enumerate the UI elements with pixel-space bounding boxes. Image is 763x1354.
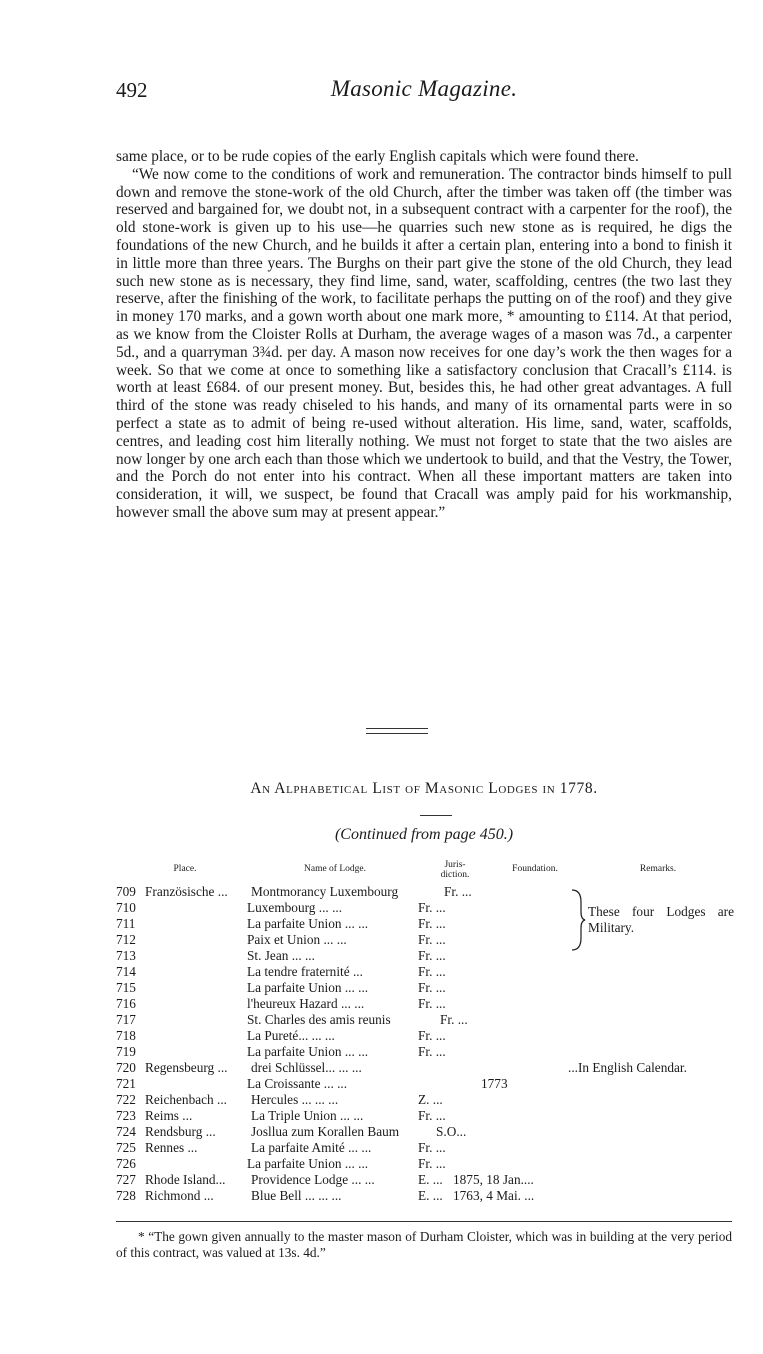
cell-found: 1773 [481,1076,508,1091]
cell-juris: Fr. ... [418,916,446,931]
cell-name: Josllua zum Korallen Baum [251,1124,400,1139]
page-header [116,76,732,110]
table-row [0,948,763,964]
cell-num: 712 [116,932,136,947]
cell-num: 721 [116,1076,136,1091]
cell-num: 728 [116,1188,136,1203]
cell-num: 725 [116,1140,136,1155]
article-body [116,148,732,522]
cell-name: Paix et Union ... ... [247,932,347,947]
cell-juris: Fr. ... [418,980,446,995]
cell-juris: Fr. ... [418,1044,446,1059]
cell-name: La parfaite Amité ... ... [251,1140,372,1155]
cell-place: Reichenbach ... [145,1092,227,1107]
table-header [0,860,763,884]
heading-rule [420,815,452,816]
cell-name: La Triple Union ... ... [251,1108,364,1123]
cell-juris: Z. ... [418,1092,443,1107]
cell-juris: Fr. ... [418,1028,446,1043]
column-header-remarks: Remarks. [639,864,677,874]
table-row [0,996,763,1012]
table-row [0,1124,763,1140]
cell-name: Providence Lodge ... ... [251,1172,375,1187]
column-header-foundation: Foundation. [512,864,558,874]
cell-juris: Fr. ... [444,884,472,899]
military-remark: These four Lodges are Military. [588,904,734,935]
cell-name: Blue Bell ... ... ... [251,1188,342,1203]
cell-name: St. Charles des amis reunis [247,1012,391,1027]
section-heading: An Alphabetical List of Masonic Lodges in 1778. [250,780,598,797]
cell-juris: Fr. ... [418,900,446,915]
cell-juris: Fr. ... [418,964,446,979]
table-row [0,1172,763,1188]
cell-num: 717 [116,1012,136,1027]
cell-num: 719 [116,1044,136,1059]
section-divider [366,728,428,734]
cell-num: 709 [116,884,136,899]
cell-name: Montmorancy Luxembourg [251,884,399,899]
cell-num: 715 [116,980,136,995]
table-row [0,1044,763,1060]
table-row [0,884,763,900]
cell-name: La parfaite Union ... ... [247,1156,369,1171]
cell-juris: Fr. ... [418,996,446,1011]
cell-num: 711 [116,916,136,931]
cell-num: 713 [116,948,136,963]
cell-name: La parfaite Union ... ... [247,1044,369,1059]
table-row [0,1028,763,1044]
cell-name: Luxembourg ... ... [247,900,343,915]
cell-juris: Fr. ... [418,932,446,947]
cell-name: St. Jean ... ... [247,948,315,963]
column-header-name: Name of Lodge. [304,864,366,874]
cell-name: La tendre fraternité ... [247,964,363,979]
table-row [0,1092,763,1108]
table-row [0,1156,763,1172]
table-row [0,1012,763,1028]
running-title: Masonic Magazine. [330,76,518,101]
curly-brace-icon [568,888,586,952]
page-number: 492 [116,78,148,102]
cell-place: Reims ... [145,1108,193,1123]
cell-num: 727 [116,1172,136,1187]
cell-juris: E. ... [418,1172,443,1187]
cell-found: 1763, 4 Mai. ... [453,1188,535,1203]
footnote: * “The gown given annually to the master mason of Durham Cloister, which was in building at the very period of this contract, was valued at 13s. 4d.” [116,1229,732,1260]
table-row [0,1140,763,1156]
cell-name: l'heureux Hazard ... ... [247,996,365,1011]
cell-num: 724 [116,1124,136,1139]
cell-num: 718 [116,1028,136,1043]
cell-juris: Fr. ... [418,1156,446,1171]
table-row [0,980,763,996]
cell-num: 710 [116,900,136,915]
cell-name: La parfaite Union ... ... [247,980,369,995]
table-row [0,1060,763,1076]
cell-place: Richmond ... [145,1188,214,1203]
column-header-jurisdiction: Juris- diction. [440,860,470,880]
cell-name: La Croissante ... ... [247,1076,348,1091]
cell-name: drei Schlüssel... ... ... [251,1060,362,1075]
table-row [0,1108,763,1124]
cell-num: 723 [116,1108,136,1123]
cell-juris: Fr. ... [418,1108,446,1123]
paragraph: “We now come to the conditions of work and remuneration. The contractor binds himself to pull down and remove the stone-work of the old Church, after the timber was taken off (the timber was reserved and bargained for, we doubt not, in a subsequent contract with a carpenter for the roof), the old stone-work is given up to his use—he quarries such new stone as is required, he digs the foundations of the new Church, and he builds it after a certain plan, entering into a bond to finish it in little more than three years. The Burghs on their part give the stone of the old Church, they lead such new stone as is necessary, they find lime, sand, water, scaffolding, centres (the two last they reserve, after the finishing of the work, to facilitate perhaps the putting on of the roof) and they give in money 170 marks, and a gown worth about one mark more, * amounting to £114. At that period, as we know from the Cloister Rolls at Durham, the average wages of a mason was 7d., a carpenter 5d., and a quarryman 3¾d. per day. A mason now receives for one day’s work the then wages for a week. So that we come at once to something like a satisfactory conclusion that Cracall’s £114. is worth at least £684. of our present money. But, besides this, he had other great advantages. A full third of the stone was ready chiseled to his hands, and many of its ornamental parts were in so perfect a state as to admit of being re-used without alteration. His lime, sand, water, scaffolds, centres, and leading cost him literally nothing. We must not forget to state that the two aisles are now longer by one arch each than those which we undertook to build, and that the Vestry, the Tower, and the Porch do not enter into his contract. When all these important matters are taken into consideration, it will, we suspect, be found that Cracall was amply paid for his workmanship, however small the above sum may at present appear.” [116,165,732,521]
cell-found: 1875, 18 Jan.... [453,1172,534,1187]
continued-note: (Continued from page 450.) [334,826,514,843]
cell-juris: E. ... [418,1188,443,1203]
cell-num: 720 [116,1060,136,1075]
table-row [0,1188,763,1204]
cell-juris: Fr. ... [418,1140,446,1155]
cell-juris: S.O... [436,1124,467,1139]
cell-name: La Pureté... ... ... [247,1028,335,1043]
cell-num: 722 [116,1092,136,1107]
cell-place: Rendsburg ... [145,1124,216,1139]
table-row [0,964,763,980]
cell-num: 714 [116,964,136,979]
cell-num: 716 [116,996,136,1011]
footnote-rule [116,1221,732,1222]
cell-place: Rennes ... [145,1140,198,1155]
cell-place: Rhode Island... [145,1172,226,1187]
paragraph: same place, or to be rude copies of the early English capitals which were found there. [116,148,639,165]
cell-juris: Fr. ... [440,1012,468,1027]
cell-place: Regensbeurg ... [145,1060,228,1075]
table-row [0,1076,763,1092]
cell-name: Hercules ... ... ... [251,1092,339,1107]
cell-num: 726 [116,1156,136,1171]
cell-place: Französische ... [145,884,228,899]
column-header-place: Place. [173,864,197,874]
cell-rem: ...In English Calendar. [568,1060,687,1075]
cell-name: La parfaite Union ... ... [247,916,369,931]
cell-juris: Fr. ... [418,948,446,963]
